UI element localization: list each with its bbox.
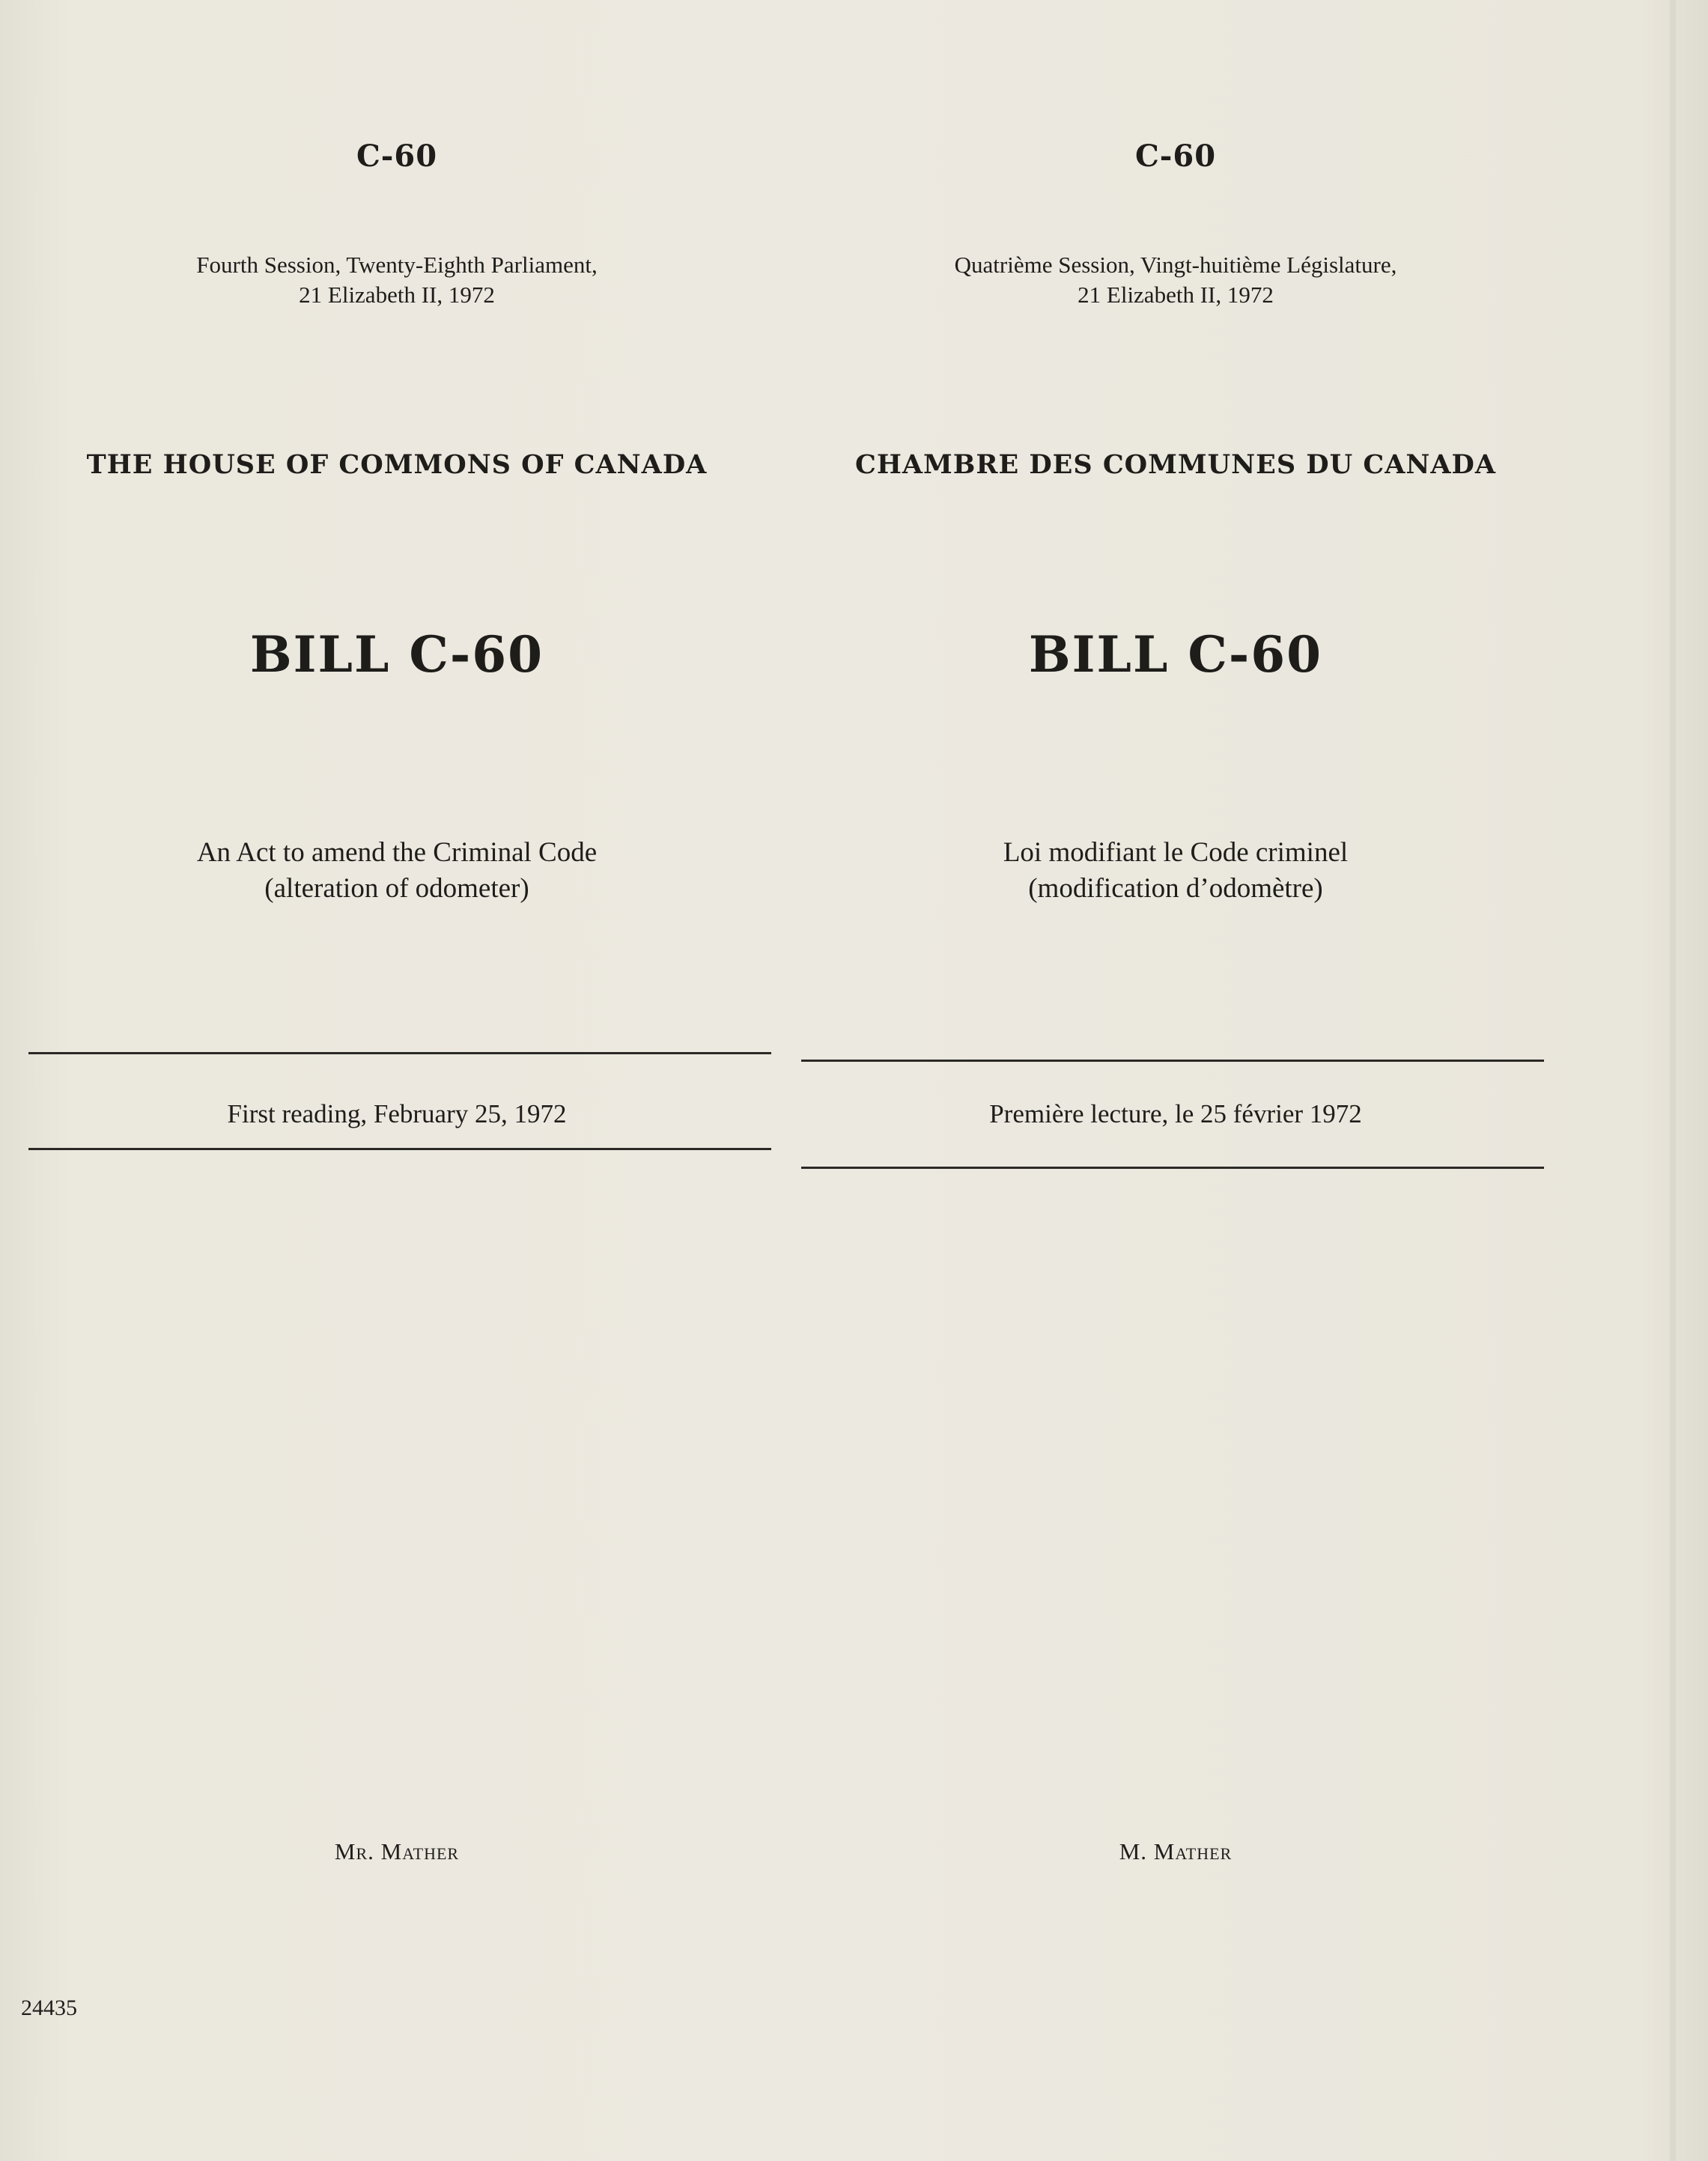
first-reading-en: First reading, February 25, 1972 (227, 1099, 567, 1128)
bottom-rule-fr (801, 1167, 1544, 1169)
act-title-line-2-fr: (modification d’odomètre) (1028, 873, 1323, 904)
bill-code-en: C-60 (356, 139, 438, 174)
bill-code-fr: C-60 (1134, 139, 1217, 174)
bill-title-en: BILL C-60 (249, 625, 544, 684)
act-title-line-1-en: An Act to amend the Criminal Code (196, 837, 598, 868)
session-line-2-en: 21 Elizabeth II, 1972 (299, 282, 495, 308)
house-heading-en: THE HOUSE OF COMMONS OF CANADA (86, 449, 708, 480)
session-line-1-en: Fourth Session, Twenty-Eighth Parliament, (196, 252, 598, 278)
act-title-line-1-fr: Loi modifiant le Code criminel (1003, 837, 1349, 868)
first-reading-fr: Première lecture, le 25 février 1972 (989, 1099, 1362, 1128)
english-column (22, 0, 771, 2161)
sponsor-fr: M. Mather (1119, 1838, 1233, 1864)
house-heading-fr: CHAMBRE DES COMMUNES DU CANADA (854, 449, 1497, 480)
french-column (801, 0, 1550, 2161)
act-title-fr (801, 835, 1550, 907)
top-rule-en (28, 1052, 771, 1054)
page-gutter-shadow (1670, 0, 1676, 2161)
sponsor-en: Mr. Mather (334, 1838, 460, 1864)
session-info-fr (801, 250, 1550, 310)
session-line-1-fr: Quatrième Session, Vingt-huitième Législature, (954, 252, 1397, 278)
document-number: 24435 (21, 1996, 77, 2020)
session-info-en (22, 250, 771, 310)
session-line-2-fr: 21 Elizabeth II, 1972 (1078, 282, 1274, 308)
bottom-rule-en (28, 1148, 771, 1150)
top-rule-fr (801, 1060, 1544, 1062)
act-title-en (22, 835, 771, 907)
bill-title-fr: BILL C-60 (1028, 625, 1323, 684)
act-title-line-2-en: (alteration of odometer) (264, 873, 529, 904)
